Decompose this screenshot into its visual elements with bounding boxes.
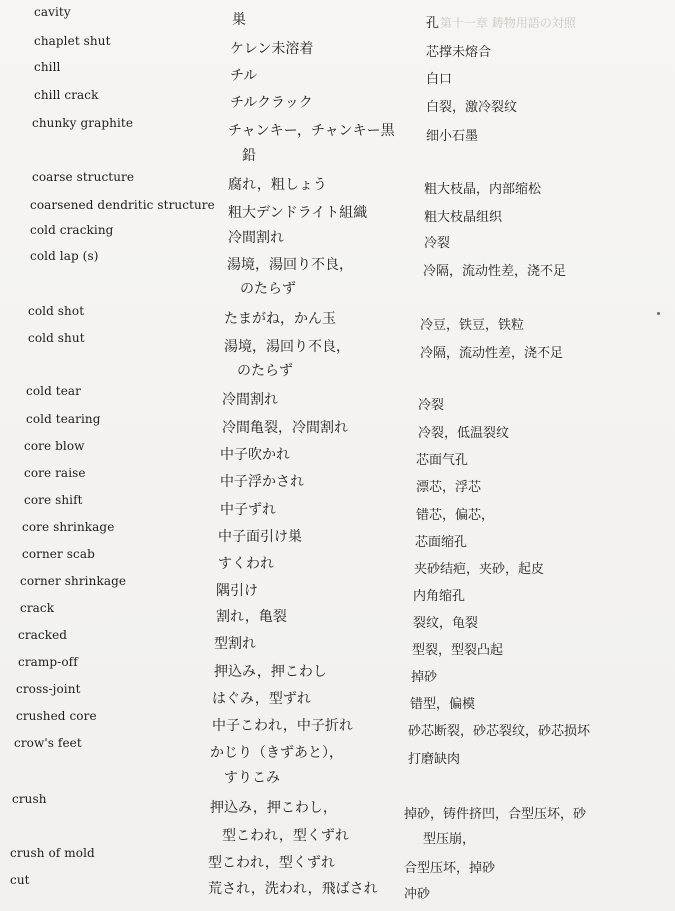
term-japanese: 隅引け [216,583,258,599]
term-chinese: 合型压坏，掉砂 [404,861,496,876]
term-english: cut [10,873,30,887]
term-chinese: 错芯，偏芯， [416,508,495,523]
term-japanese: 中子ずれ [220,502,276,518]
term-english: cavity [34,5,71,19]
term-english: cold lap (s) [30,249,99,263]
term-chinese: 掉砂 [411,670,438,685]
scan-speck [657,312,660,315]
term-chinese: 夹砂结疤，夹砂，起皮 [414,562,545,577]
term-english: chill [34,60,61,74]
term-chinese: 芯撑未熔合 [426,45,492,60]
term-japanese: ケレン未溶着 [230,41,314,57]
term-japanese-continued: 型こわれ，型くずれ [222,828,349,844]
term-chinese: 打磨缺肉 [408,752,461,767]
term-japanese: すくわれ [218,556,274,572]
term-japanese-continued: 鉛 [242,148,256,164]
term-english: crush [12,792,47,806]
term-chinese: 冷裂 [418,398,445,413]
term-japanese: 中子吹かれ [220,447,290,463]
term-chinese: 粗大枝晶，内部缩松 [424,182,542,197]
term-chinese: 砂芯断裂，砂芯裂纹，砂芯损坏 [408,724,591,739]
term-english: crow's feet [14,736,82,750]
term-english: corner shrinkage [20,574,127,588]
term-chinese: 漂芯，浮芯 [416,480,482,495]
term-chinese: 冷裂 [424,236,451,251]
term-chinese: 孔 [426,16,440,31]
term-english: corner scab [22,547,95,561]
term-chinese-continued: 型压崩， [423,832,476,847]
term-japanese: 割れ，亀裂 [216,609,287,625]
term-japanese: 型こわれ，型くずれ [208,855,335,871]
term-japanese: 押込み，押こわし， [210,800,337,816]
term-english: cramp-off [18,655,78,669]
term-japanese: 冷間割れ [222,392,278,408]
term-chinese: 细小石墨 [426,129,479,144]
term-english: chaplet shut [34,34,111,48]
term-chinese: 冷豆，铁豆，铁粒 [420,318,525,333]
term-english: core shrinkage [22,520,115,534]
term-chinese: 冷隔，流动性差，浇不足 [420,346,564,361]
term-japanese: 湯境，湯回り不良， [227,257,353,273]
term-japanese: 荒され，洗われ，飛ばされ [208,881,378,897]
term-english: core blow [24,439,85,453]
term-japanese-continued: すりこみ [224,770,280,786]
term-chinese: 芯面缩孔 [415,535,468,550]
term-japanese: はぐみ，型ずれ [212,691,311,707]
term-english: cold shot [28,304,85,318]
term-chinese: 白裂，激冷裂纹 [426,100,518,115]
term-english: cracked [18,628,68,642]
term-chinese: 型裂，型裂凸起 [412,643,504,658]
term-japanese: 巣 [232,12,246,28]
term-english: cold tear [26,384,81,398]
term-chinese: 错型，偏模 [410,697,476,712]
term-chinese: 白口 [426,72,453,87]
term-chinese: 粗大枝晶组织 [424,210,503,225]
term-english: cold tearing [26,412,101,426]
term-japanese: 湯境，湯回り不良， [224,339,350,355]
term-japanese: 冷間割れ [228,230,284,246]
term-japanese: かじり（きずあと）， [210,745,343,761]
term-english: crush of mold [10,846,95,860]
term-japanese-continued: のたらず [237,363,293,379]
term-japanese: チャンキー，チャンキー黒 [228,123,395,139]
term-japanese: 腐れ，粗しょう [228,177,327,193]
term-english: coarse structure [32,170,135,184]
term-english: crack [20,601,55,615]
term-chinese: 掉砂，铸件挤凹，合型压坏，砂 [404,807,587,822]
term-japanese: チルクラック [230,95,313,111]
term-english: core raise [24,466,86,480]
term-english: crushed core [16,709,97,723]
term-japanese: 型割れ [214,636,256,652]
term-japanese: 粗大デンドライト組織 [228,205,368,221]
term-japanese: 中子こわれ，中子折れ [212,718,353,734]
term-english: coarsened dendritic structure [30,198,215,212]
term-japanese: たまがね，かん玉 [224,311,336,327]
term-chinese: 内角缩孔 [413,589,466,604]
term-english: cold shut [28,331,85,345]
term-japanese: 冷間亀裂，冷間割れ [222,420,348,436]
bleed-through-text: 第十一章 鋳物用語の対照 [440,16,576,30]
term-english: chill crack [34,88,99,102]
term-english: chunky graphite [32,116,134,130]
term-english: cold cracking [30,223,114,237]
term-japanese: 押込み，押こわし [214,664,327,680]
term-english: cross-joint [16,682,81,696]
term-chinese: 芯面气孔 [416,453,469,468]
term-japanese: 中子浮かされ [220,474,304,490]
term-japanese: 中子面引け巣 [218,529,302,545]
term-chinese: 裂纹，龟裂 [413,616,479,631]
term-japanese-continued: のたらず [240,281,296,297]
term-japanese: チル [230,68,258,84]
term-chinese: 冷隔，流动性差，浇不足 [423,264,567,279]
term-chinese: 冲砂 [404,887,431,902]
term-english: core shift [24,493,83,507]
term-chinese: 冷裂，低温裂纹 [418,426,510,441]
